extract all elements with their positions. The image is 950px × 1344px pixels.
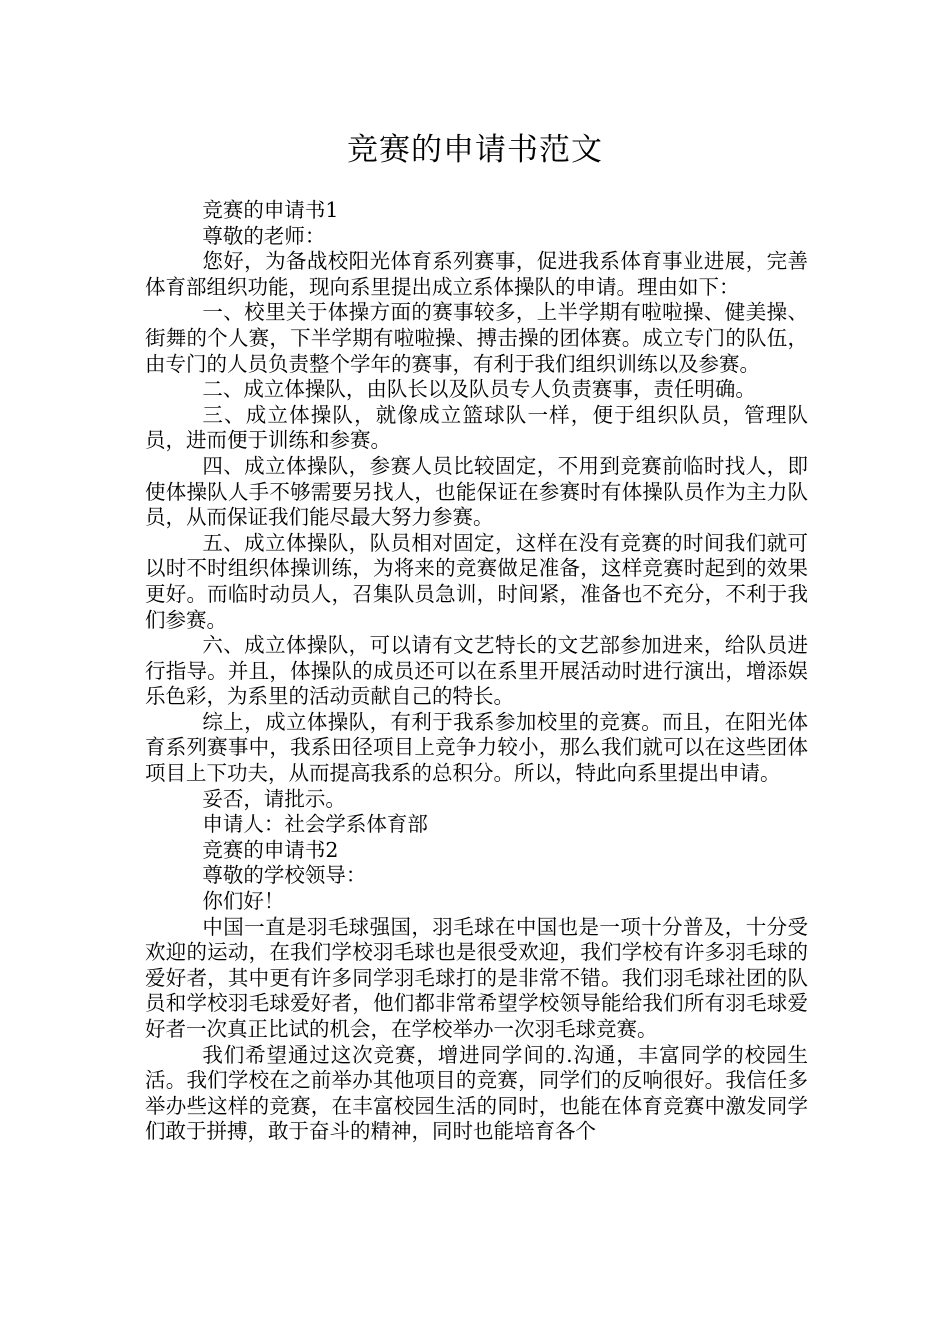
document-title: 竞赛的申请书范文 bbox=[347, 132, 603, 168]
paragraph: 我们希望通过这次竞赛，增进同学间的.沟通，丰富同学的校园生活。我们学校在之前举办其他项目的竞赛，同学们的反响很好。我信任多举办些这样的竞赛，在丰富校园生活的同时，也能在体育竞赛中激发同学们敢于拼搏，敢于奋斗的精神，同时也能培育各个 bbox=[145, 1042, 808, 1144]
paragraph: 一、校里关于体操方面的赛事较多，上半学期有啦啦操、健美操、街舞的个人赛，下半学期有啦啦操、搏击操的团体赛。成立专门的队伍，由专门的人员负责整个学年的赛事，有利于我们组织训练以及参赛。 bbox=[145, 300, 808, 376]
paragraph: 尊敬的老师： bbox=[202, 223, 326, 248]
paragraph: 三、成立体操队，就像成立篮球队一样，便于组织队员，管理队员，进而便于训练和参赛。 bbox=[145, 402, 808, 453]
paragraph: 六、成立体操队，可以请有文艺特长的文艺部参加进来，给队员进行指导。并且，体操队的成员还可以在系里开展活动时进行演出，增添娱乐色彩，为系里的活动贡献自己的特长。 bbox=[145, 633, 808, 709]
paragraph: 竞赛的申请书2 bbox=[202, 837, 339, 862]
document-body bbox=[145, 198, 808, 1145]
paragraph: 中国一直是羽毛球强国，羽毛球在中国也是一项十分普及，十分受欢迎的运动，在我们学校羽毛球也是很受欢迎，我们学校有许多羽毛球的爱好者，其中更有许多同学羽毛球打的是非常不错。我们羽毛球社团的队员和学校羽毛球爱好者，他们都非常希望学校领导能给我们所有羽毛球爱好者一次真正比试的机会，在学校举办一次羽毛球竞赛。 bbox=[145, 914, 808, 1041]
paragraph: 申请人：社会学系体育部 bbox=[202, 812, 428, 837]
paragraph: 您好，为备战校阳光体育系列赛事，促进我系体育事业进展，完善体育部组织功能，现向系里提出成立系体操队的申请。理由如下： bbox=[145, 249, 808, 299]
paragraph: 五、成立体操队，队员相对固定，这样在没有竞赛的时间我们就可以时不时组织体操训练，为将来的竞赛做足准备，这样竞赛时起到的效果更好。而临时动员人，召集队员急训，时间紧，准备也不充分，不利于我们参赛。 bbox=[145, 530, 808, 632]
paragraph: 综上，成立体操队，有利于我系参加校里的竞赛。而且，在阳光体育系列赛事中，我系田径项目上竞争力较小，那么我们就可以在这些团体项目上下功夫，从而提高我系的总积分。所以，特此向系里提出申请。 bbox=[145, 709, 808, 786]
paragraph: 二、成立体操队，由队长以及队员专人负责赛事，责任明确。 bbox=[202, 377, 756, 402]
paragraph: 你们好！ bbox=[202, 889, 285, 914]
paragraph: 竞赛的申请书1 bbox=[202, 198, 339, 222]
paragraph: 尊敬的学校领导： bbox=[202, 863, 367, 888]
paragraph: 妥否，请批示。 bbox=[202, 786, 346, 811]
paragraph: 四、成立体操队，参赛人员比较固定，不用到竞赛前临时找人，即使体操队人手不够需要另找人，也能保证在参赛时有体操队员作为主力队员，从而保证我们能尽最大努力参赛。 bbox=[145, 453, 808, 530]
